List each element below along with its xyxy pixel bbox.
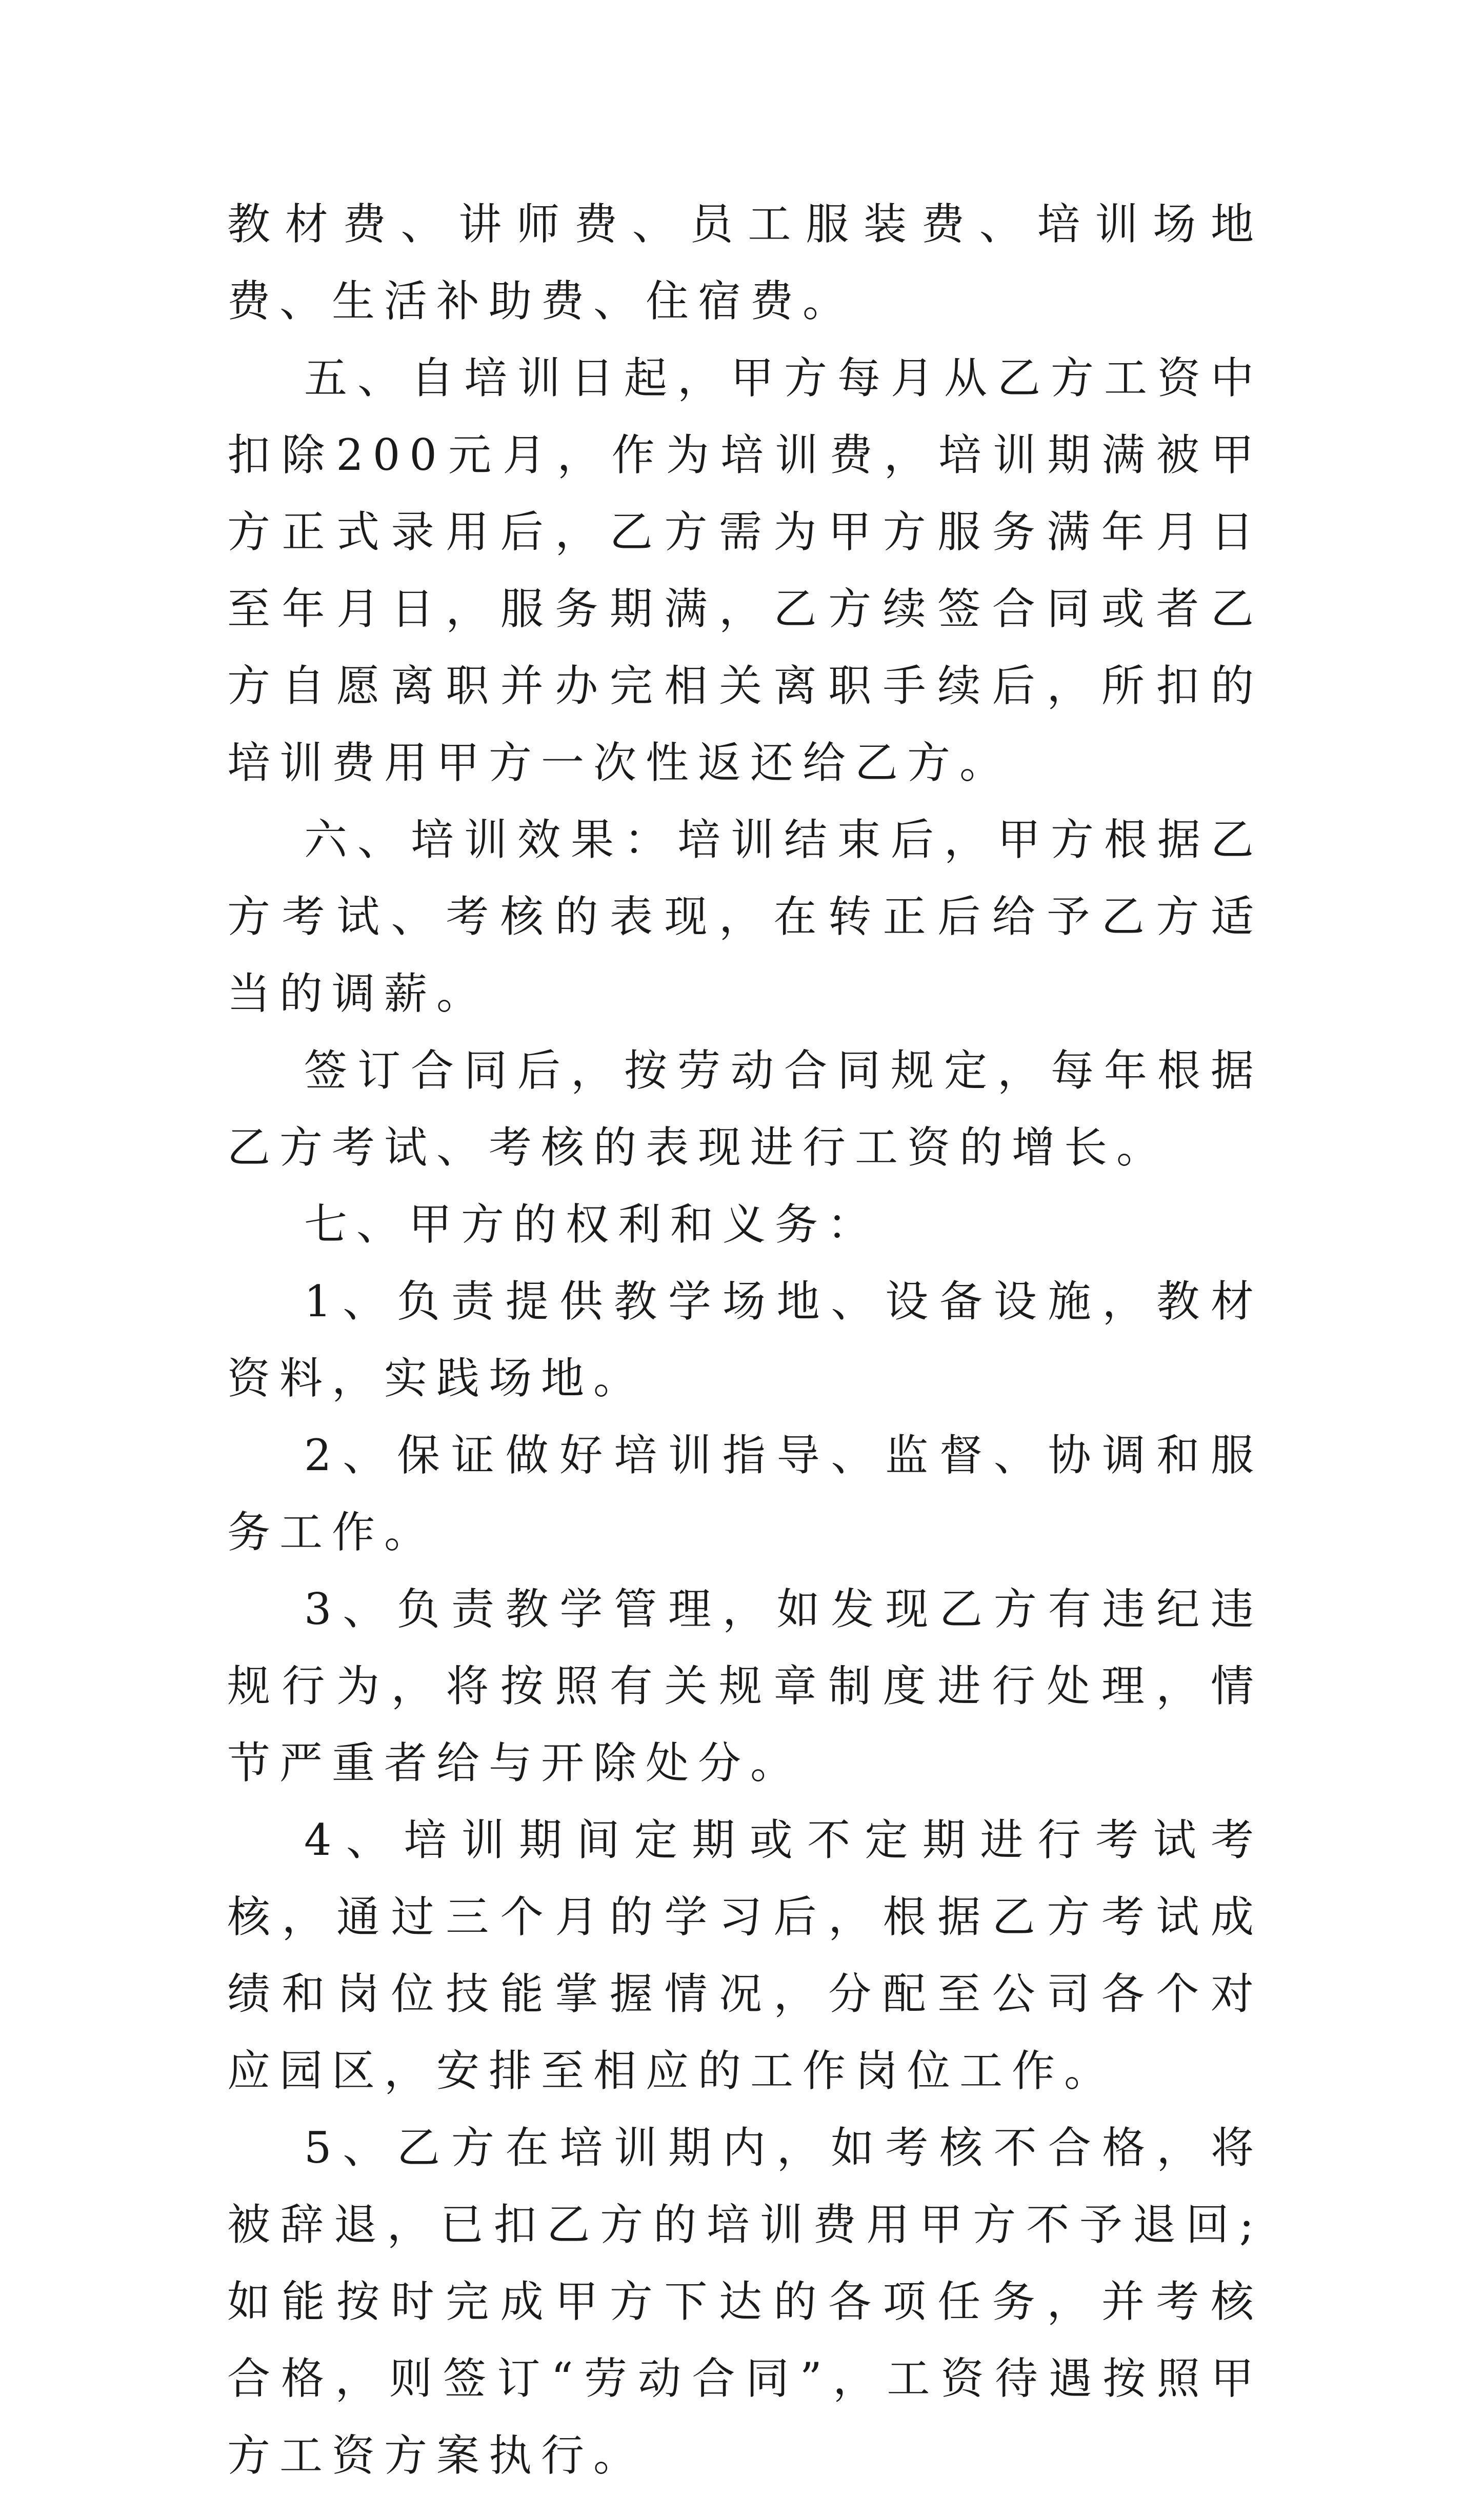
paragraph-item-2: 2、保证做好培训指导、监督、协调和服务工作。 — [227, 1430, 1263, 1557]
paragraph-section-six: 六、培训效果：培训结束后，甲方根据乙方考试、考核的表现，在转正后给予乙方适当的调薪。 — [227, 815, 1263, 1019]
paragraph-item-3: 3、负责教学管理，如发现乙方有违纪违规行为，将按照有关规章制度进行处理，情节严重者给与开除处分。 — [227, 1584, 1263, 1788]
paragraph-item-4: 4、培训期间定期或不定期进行考试考核，通过三个月的学习后，根据乙方考试成绩和岗位技能掌握情况，分配至公司各个对应园区，安排至相应的工作岗位工作。 — [227, 1815, 1263, 2096]
paragraph-item-1: 1、负责提供教学场地、设备设施，教材资料，实践场地。 — [227, 1276, 1263, 1403]
paragraph-section-seven-heading: 七、甲方的权利和义务： — [304, 1199, 880, 1250]
paragraph-item-5: 5、乙方在培训期内，如考核不合格，将被辞退，已扣乙方的培训费用甲方不予退回;如能按时完成甲方下达的各项任务，并考核合格，则签订“劳动合同”，工资待遇按照甲方工资方案执行。 — [227, 2123, 1263, 2481]
paragraph-salary-growth: 签订合同后，按劳动合同规定，每年根据乙方考试、考核的表现进行工资的增长。 — [227, 1045, 1263, 1173]
paragraph-fees-continued: 教材费、讲师费、员工服装费、培训场地费、生活补助费、住宿费。 — [227, 199, 1263, 326]
document-body — [227, 186, 1263, 2494]
paragraph-section-five: 五、自培训日起，甲方每月从乙方工资中扣除200元月，作为培训费，培训期满被甲方正式录用后，乙方需为甲方服务满年月日至年月日，服务期满，乙方续签合同或者乙方自愿离职并办完相关离职手续后，所扣的培训费用甲方一次性返还给乙方。 — [227, 353, 1263, 788]
